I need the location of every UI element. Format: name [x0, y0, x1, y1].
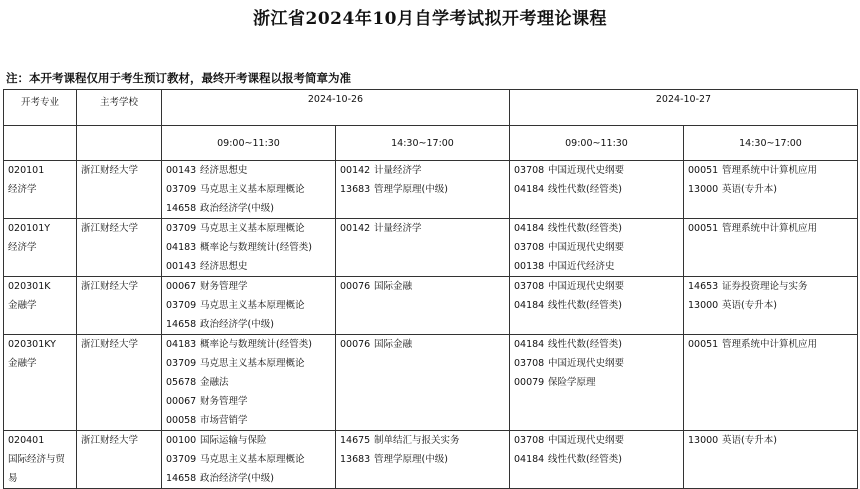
course-name: 英语(专升本)	[722, 184, 777, 195]
major-code: 020401	[8, 435, 45, 446]
course-item	[510, 219, 683, 238]
course-name: 政治经济学(中级)	[200, 319, 274, 330]
course-code: 03708	[514, 435, 545, 446]
course-item	[684, 335, 857, 354]
course-item	[162, 450, 335, 469]
course-code: 14658	[166, 473, 197, 484]
course-code: 04184	[514, 184, 545, 195]
course-code: 00142	[340, 165, 371, 176]
course-item	[510, 257, 683, 276]
course-name: 财务管理学	[200, 281, 248, 292]
session-cell	[162, 219, 336, 277]
course-code: 04184	[514, 454, 545, 465]
header-blank	[77, 126, 162, 161]
course-name: 中国近现代史纲要	[548, 242, 625, 253]
note-text: 注：本开考课程仅用于考生预订教材，最终开考课程以报考简章为准	[6, 71, 351, 85]
school-name: 浙江财经大学	[81, 435, 139, 446]
course-code: 13683	[340, 184, 371, 195]
course-name: 英语(专升本)	[722, 300, 777, 311]
major-code: 020101Y	[8, 223, 51, 234]
header-row-dates	[4, 90, 858, 126]
course-code: 13000	[688, 435, 719, 446]
course-name: 市场营销学	[200, 415, 248, 426]
course-item	[510, 161, 683, 180]
course-name: 马克思主义基本原理概论	[200, 358, 305, 369]
course-item	[684, 431, 857, 450]
course-item	[162, 411, 335, 430]
course-name: 经济思想史	[200, 261, 248, 272]
session-cell	[510, 277, 684, 335]
course-code: 00051	[688, 339, 719, 350]
course-code: 03709	[166, 223, 197, 234]
school-name: 浙江财经大学	[81, 165, 139, 176]
course-name: 管理系统中计算机应用	[722, 165, 818, 176]
course-code: 00051	[688, 223, 719, 234]
course-item	[162, 373, 335, 392]
header-time-3: 09:00~11:30	[510, 126, 684, 161]
major-cell	[4, 335, 77, 431]
session-cell	[684, 277, 858, 335]
course-name: 政治经济学(中级)	[200, 203, 274, 214]
course-item	[162, 199, 335, 218]
course-code: 00143	[166, 165, 197, 176]
course-item	[162, 257, 335, 276]
course-code: 03709	[166, 358, 197, 369]
course-item	[162, 354, 335, 373]
course-name: 中国近现代史纲要	[548, 435, 625, 446]
table-row	[4, 277, 858, 335]
course-name: 政治经济学(中级)	[200, 473, 274, 484]
major-code: 020301KY	[8, 339, 56, 350]
course-name: 中国近现代史纲要	[548, 281, 625, 292]
course-name: 证券投资理论与实务	[722, 281, 808, 292]
school-name: 浙江财经大学	[81, 223, 139, 234]
course-item	[336, 335, 509, 354]
course-code: 14675	[340, 435, 371, 446]
header-school: 主考学校	[77, 90, 162, 126]
school-cell	[77, 335, 162, 431]
session-cell	[162, 161, 336, 219]
session-cell	[336, 335, 510, 431]
course-item	[162, 315, 335, 334]
course-code: 00142	[340, 223, 371, 234]
session-cell	[162, 335, 336, 431]
course-code: 00067	[166, 396, 197, 407]
course-code: 00076	[340, 339, 371, 350]
header-date-1: 2024-10-26	[162, 90, 510, 126]
course-item	[162, 238, 335, 257]
course-name: 经济思想史	[200, 165, 248, 176]
session-cell	[684, 431, 858, 489]
course-name: 马克思主义基本原理概论	[200, 300, 305, 311]
course-code: 03709	[166, 184, 197, 195]
course-code: 14658	[166, 319, 197, 330]
course-name: 保险学原理	[548, 377, 596, 388]
course-name: 计量经济学	[374, 223, 422, 234]
course-code: 14653	[688, 281, 719, 292]
course-name: 国际金融	[374, 339, 413, 350]
course-name: 计量经济学	[374, 165, 422, 176]
major-cell	[4, 161, 77, 219]
school-cell	[77, 277, 162, 335]
session-cell	[336, 431, 510, 489]
school-name: 浙江财经大学	[81, 281, 139, 292]
schedule-table	[3, 89, 858, 489]
course-item	[510, 335, 683, 354]
course-name: 概率论与数理统计(经管类)	[200, 242, 312, 253]
course-name: 国际运输与保险	[200, 435, 267, 446]
course-code: 05678	[166, 377, 197, 388]
major-cell	[4, 277, 77, 335]
session-cell	[162, 431, 336, 489]
course-code: 03708	[514, 242, 545, 253]
course-item	[684, 161, 857, 180]
course-item	[162, 161, 335, 180]
course-item	[510, 238, 683, 257]
course-name: 线性代数(经管类)	[548, 339, 622, 350]
course-name: 管理系统中计算机应用	[722, 339, 818, 350]
course-name: 线性代数(经管类)	[548, 184, 622, 195]
course-name: 金融法	[200, 377, 229, 388]
course-code: 00051	[688, 165, 719, 176]
session-cell	[162, 277, 336, 335]
session-cell	[336, 277, 510, 335]
course-code: 03709	[166, 454, 197, 465]
school-cell	[77, 161, 162, 219]
course-item	[684, 296, 857, 315]
course-item	[336, 431, 509, 450]
header-date-2: 2024-10-27	[510, 90, 858, 126]
header-time-1: 09:00~11:30	[162, 126, 336, 161]
course-item	[510, 180, 683, 199]
course-code: 00067	[166, 281, 197, 292]
major-name: 金融学	[8, 300, 37, 311]
course-name: 制单结汇与报关实务	[374, 435, 460, 446]
major-code: 020101	[8, 165, 45, 176]
course-code: 00143	[166, 261, 197, 272]
course-code: 04184	[514, 300, 545, 311]
course-item	[510, 373, 683, 392]
course-item	[336, 450, 509, 469]
course-item	[510, 450, 683, 469]
course-code: 03708	[514, 281, 545, 292]
course-code: 03708	[514, 358, 545, 369]
course-item	[336, 161, 509, 180]
session-cell	[510, 335, 684, 431]
course-name: 概率论与数理统计(经管类)	[200, 339, 312, 350]
session-cell	[510, 219, 684, 277]
course-item	[162, 335, 335, 354]
course-code: 03708	[514, 165, 545, 176]
course-name: 中国近现代史纲要	[548, 165, 625, 176]
session-cell	[336, 219, 510, 277]
table-row	[4, 431, 858, 489]
session-cell	[336, 161, 510, 219]
course-item	[162, 277, 335, 296]
session-cell	[510, 431, 684, 489]
session-cell	[684, 219, 858, 277]
course-name: 马克思主义基本原理概论	[200, 223, 305, 234]
course-name: 线性代数(经管类)	[548, 223, 622, 234]
course-code: 13000	[688, 184, 719, 195]
course-code: 04183	[166, 242, 197, 253]
table-row	[4, 335, 858, 431]
school-name: 浙江财经大学	[81, 339, 139, 350]
course-item	[162, 431, 335, 450]
major-cell	[4, 219, 77, 277]
course-code: 04183	[166, 339, 197, 350]
course-name: 马克思主义基本原理概论	[200, 454, 305, 465]
session-cell	[684, 335, 858, 431]
header-blank	[4, 126, 77, 161]
course-name: 中国近现代史纲要	[548, 358, 625, 369]
course-item	[684, 277, 857, 296]
course-name: 英语(专升本)	[722, 435, 777, 446]
course-item	[336, 180, 509, 199]
course-name: 国际金融	[374, 281, 413, 292]
header-major: 开考专业	[4, 90, 77, 126]
major-name: 金融学	[8, 358, 37, 369]
course-item	[336, 277, 509, 296]
course-code: 00076	[340, 281, 371, 292]
major-name: 经济学	[8, 184, 37, 195]
course-code: 14658	[166, 203, 197, 214]
header-row-times	[4, 126, 858, 161]
school-cell	[77, 219, 162, 277]
course-code: 00138	[514, 261, 545, 272]
course-item	[336, 219, 509, 238]
course-code: 13683	[340, 454, 371, 465]
session-cell	[510, 161, 684, 219]
course-code: 04184	[514, 339, 545, 350]
header-time-2: 14:30~17:00	[336, 126, 510, 161]
course-code: 00079	[514, 377, 545, 388]
course-name: 马克思主义基本原理概论	[200, 184, 305, 195]
course-item	[510, 354, 683, 373]
course-name: 中国近代经济史	[548, 261, 615, 272]
course-item	[510, 277, 683, 296]
course-name: 管理学原理(中级)	[374, 184, 448, 195]
course-name: 管理系统中计算机应用	[722, 223, 818, 234]
course-item	[162, 296, 335, 315]
table-row	[4, 219, 858, 277]
school-cell	[77, 431, 162, 489]
page-title: 浙江省2024年10月自学考试拟开考理论课程	[253, 9, 607, 29]
major-name: 国际经济与贸易	[8, 454, 66, 484]
course-code: 13000	[688, 300, 719, 311]
course-name: 线性代数(经管类)	[548, 454, 622, 465]
course-item	[162, 180, 335, 199]
course-item	[510, 431, 683, 450]
course-code: 00058	[166, 415, 197, 426]
header-time-4: 14:30~17:00	[684, 126, 858, 161]
course-code: 04184	[514, 223, 545, 234]
course-name: 线性代数(经管类)	[548, 300, 622, 311]
session-cell	[684, 161, 858, 219]
major-cell	[4, 431, 77, 489]
major-name: 经济学	[8, 242, 37, 253]
major-code: 020301K	[8, 281, 51, 292]
table-row	[4, 161, 858, 219]
course-code: 03709	[166, 300, 197, 311]
course-item	[162, 392, 335, 411]
course-item	[510, 296, 683, 315]
course-item	[162, 219, 335, 238]
course-item	[684, 180, 857, 199]
course-item	[162, 469, 335, 488]
course-code: 00100	[166, 435, 197, 446]
course-name: 管理学原理(中级)	[374, 454, 448, 465]
course-item	[684, 219, 857, 238]
course-name: 财务管理学	[200, 396, 248, 407]
